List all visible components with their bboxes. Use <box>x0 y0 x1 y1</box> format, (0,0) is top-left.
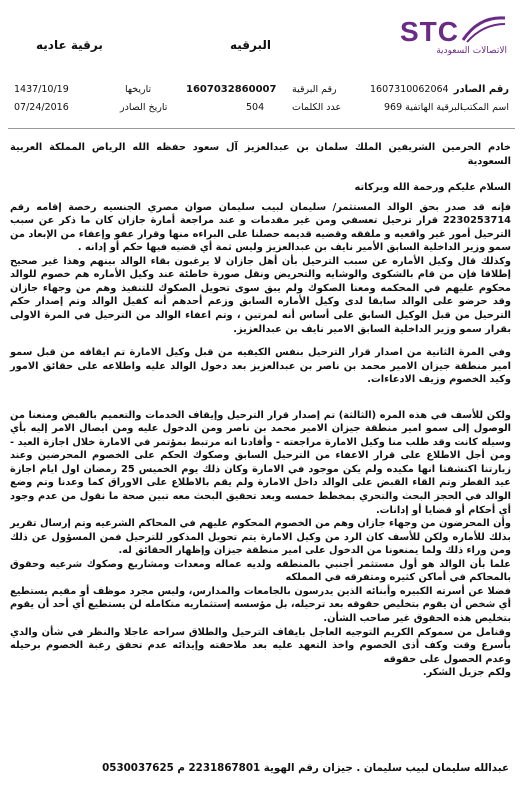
issue-no-label: رقم الصادر <box>453 84 509 95</box>
paragraph-7: فضلا عن أسرته الكبيره وأبنائه الذين يدرسون بالجامعات والمدارس، وليس مجرد موظف أو مقيم يستطيع أي شخص أن يقوم بتخليص حقوقه بعد ترحيله، بل مؤسسه إستثماريه متكامله لن يستطيع أي أحد أن يقوم بتخليص هذه الحقوق غير صاحب الشأن. <box>10 585 511 624</box>
header-divider <box>8 128 515 129</box>
brand-name: STC <box>400 16 459 47</box>
date-label: تاريخها <box>125 84 152 95</box>
paragraph-3: وفي المرة الثانية من اصدار قرار الترحيل بنفس الكيفيه من قبل وكيل الامارة تم ايقافه من قبل سمو امير منطقة جيزان الامير محمد بن ناصر بن عبدالعزيز بعد دخول الوالد عليه واطلاعه على حقائق الامور وكيد الخصوم وزيف الادعاءات. <box>10 347 511 386</box>
letter-thanks: ولكم جزيل الشكر. <box>422 667 511 679</box>
stc-logo <box>389 14 507 58</box>
paragraph-4: ولكن للأسف في هذه المره (الثالثة) تم إصدار قرار الترحيل وإيقاف الخدمات والتعميم بالقبض ومنعنا من الوصول إلى سمو امير منطقة جيزان الامير محمد بن ناصر ومن الدخول عليه ومن ايصال الامر إليه بأي وسيله كانت وقد طلب منا وكيل الامارة مراجعته - وأفادنا انه مرتبط بمؤتمر في الامارة خلال اجازة العيد - ومن أجل الاطلاع على قرار الاعفاء من الترحيل السابق وصكوك الحكم على الخصوم المحرضين وعند زيارتنا اكتشفنا انها مكيده ولم يكن موجود في الامارة وكان ذلك يوم الخميس 25 رمضان اول ايام اجازة عيد الفطر وتم القاء القبض على الوالد داخل الامارة ولم يقم بالاطلاع على الاوراق كما وعدنا وتم وضع الوالد في الحجز البحث والتحري بمخطط خمسه وبعد تحقيق البحث معه تبين صحة ما نقول من عدم وجود أي أحكام أو قضايا أو إدانات. <box>10 409 511 516</box>
issue-date: 07/24/2016 <box>14 102 69 113</box>
date-hijri: 1437/10/19 <box>14 84 69 95</box>
stc-logo-mark-icon <box>461 14 507 44</box>
telegram-no: 1607032860007 <box>186 84 277 95</box>
issue-no: 1607310062064 <box>370 84 449 95</box>
paragraph-1: فإنه قد صدر بحق الوالد المستثمر/ سليمان لبيب سليمان صوان مصري الجنسيه رخصة إقامه رقم 2230253714 قرار ترحيل تعسفي ومن غير مقدمات و عند مراجعة أمارة جازان كان ما ذكر عن سبب الترحيل أمور غير واقعيه و ملفقه وقضيه قديمه حصلنا على البراءه منها وقرار عفو وإعفاء من الإبعاد من سمو وزير الداخلية السابق الأمير نايف بن عبدالعزيز وليس ثمة أي قضيه فيها حكم أو إدانه . <box>10 201 511 254</box>
office-value: البرقية الهاتفية 969 <box>384 102 463 113</box>
issue-date-label: تاريخ الصادر <box>120 102 168 113</box>
letter-greeting: السلام عليكم ورحمة الله وبركاته <box>354 182 511 194</box>
telegram-no-label: رقم البرقية <box>292 84 337 95</box>
paragraph-2: وكذلك قال وكيل الأماره عن سبب الترحيل بأن أهل جازان لا يرغبون بقاء الوالد بينهم وهذا غير صحيح إطلاقا فإن من قام بالشكوى والوشايه والتحريض ونقل صورة خاطئة عند وكيل الأماره هم خصوم للوالد محكوم عليهم في المحكمه ومعنا الصكوك ولم يبق سوى تحويل الصكوك للتنفيذ وهم من وجهاء جازان وقد حرضو على الوالد سابقا لدى وكيل الأماره السابق وزعم أحدهم أنه كفيل الوالد وتم إصدار حكم الترحيل من قبل الوكيل السابق على أساس أنه لمرتين ، وتم اعفاء الوالد من الترحيل في المرة الاولى بقرار سمو وزير الداخلية السابق الامير نايف بن عبدالعزيز. <box>10 255 511 335</box>
letter-address: خادم الحرمين الشريفين الملك سلمان بن عبدالعزيز آل سعود حفظه الله الرياض المملكة العربية السعودية <box>10 142 511 167</box>
letter-body <box>10 141 511 680</box>
telegram-title: البرقيه <box>230 38 272 52</box>
paragraph-8: وقنامل من سموكم الكريم التوجيه العاجل بايقاف الترحيل والطلاق سراحه عاجلا والنظر في شأن والدي بأسرع وقت وكف أذى الخصوم واخذ التعهد عليه بعد ملاحقته وإيذائه عدم تحقق رغبة الخصوم برحيله وعدم الحصول على حقوقه <box>10 626 511 665</box>
letter-signature: عبدالله سليمان لبيب سليمان . جيزان رقم الهوية 2231867801 م 0530037625 <box>102 762 509 774</box>
words-count: 504 <box>246 102 265 113</box>
paragraph-6: علما بأن الوالد هو أول مستثمر أجنبي بالمنطقه ولديه عماله ومعدات ومشاريع وصكوك شرعيه وحقوق بالمحاكم في أماكن كثيره ومتفرقه في المملكه <box>10 558 511 584</box>
brand-subtitle: الاتصالات السعودية <box>436 46 507 56</box>
office-label: اسم المكتب <box>460 102 509 113</box>
words-label: عدد الكلمات <box>292 102 342 113</box>
telegram-type: برقية عاديه <box>36 38 103 52</box>
paragraph-5: وأن المحرضون من وجهاء جازان وهم من الخصوم المحكوم عليهم في المحاكم الشرعيه وتم إرسال تقرير بذلك للأماره ولكن للأسف كان الرد من وكيل الامارة يتم تحويل المذكور للترحيل فمن المسؤول عن ذلك ومن وراء ذلك ولما يمنعونا من الدخول على امير منطقة جيزان وإظهار الحقائق له. <box>10 518 511 557</box>
